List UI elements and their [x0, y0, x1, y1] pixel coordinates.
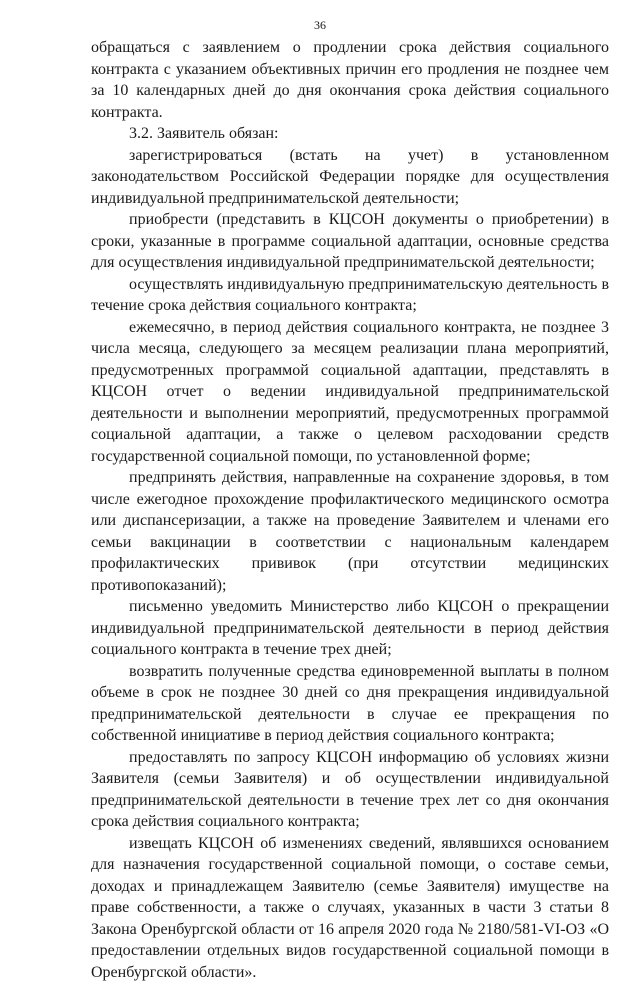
obligation-register: зарегистрироваться (встать на учет) в установленном законодательством Российской Федерации порядке для осуществления индивидуальной предпринимательской деятельности; [91, 145, 609, 210]
document-body [91, 37, 609, 983]
obligation-acquire-assets: приобрести (представить в КЦСОН документы о приобретении) в сроки, указанные в программе социальной адаптации, основные средства для осуществления индивидуальной предпринимательской деятельности; [91, 209, 609, 274]
obligation-notify-termination: письменно уведомить Министерство либо КЦСОН о прекращении индивидуальной предпринимательской деятельности в период действия социального контракта в течение трех дней; [91, 596, 609, 661]
obligation-health: предпринять действия, направленные на сохранение здоровья, в том числе ежегодное прохождение профилактического медицинского осмотра или диспансеризации, а также на проведение Заявителем и членами его семьи вакцинации в соответствии с национальным календарем профилактических прививок (при отсутствии медицинских противопоказаний); [91, 467, 609, 596]
page-number: 36 [0, 18, 640, 32]
obligation-notify-changes: извещать КЦСОН об изменениях сведений, являвшихся основанием для назначения государственной социальной помощи, о составе семьи, доходах и принадлежащем Заявителю (семье Заявителя) имуществе на праве собственности, а также о случаях, указанных в части 3 статьи 8 Закона Оренбургской области от 16 апреля 2020 года № 2180/581-VI-ОЗ «О предоставлении отдельных видов государственной социальной помощи в Оренбургской области». [91, 833, 609, 983]
obligation-monthly-report: ежемесячно, в период действия социального контракта, не позднее 3 числа месяца, следующего за месяцем реализации плана мероприятий, предусмотренных программой социальной адаптации, представлять в КЦСОН отчет о ведении индивидуальной предпринимательской деятельности и выполнении мероприятий, предусмотренных программой социальной адаптации, а также о целевом расходовании средств государственной социальной помощи, по установленной форме; [91, 317, 609, 468]
paragraph-continuation: обращаться с заявлением о продлении срока действия социального контракта с указанием объективных причин его продления не позднее чем за 10 календарных дней до дня окончания срока действия социального контракта. [91, 37, 609, 123]
obligation-provide-info: предоставлять по запросу КЦСОН информацию об условиях жизни Заявителя (семьи Заявителя) и об осуществлении индивидуальной предпринимательской деятельности в течение трех лет со дня окончания срока действия социального контракта; [91, 747, 609, 833]
obligation-refund: возвратить полученные средства единовременной выплаты в полном объеме в срок не позднее 30 дней со дня прекращения индивидуальной предпринимательской деятельности в случае ее прекращения по собственной инициативе в период действия социального контракта; [91, 661, 609, 747]
section-heading-3-2: 3.2. Заявитель обязан: [91, 123, 609, 145]
obligation-conduct-business: осуществлять индивидуальную предпринимательскую деятельность в течение срока действия социального контракта; [91, 274, 609, 317]
